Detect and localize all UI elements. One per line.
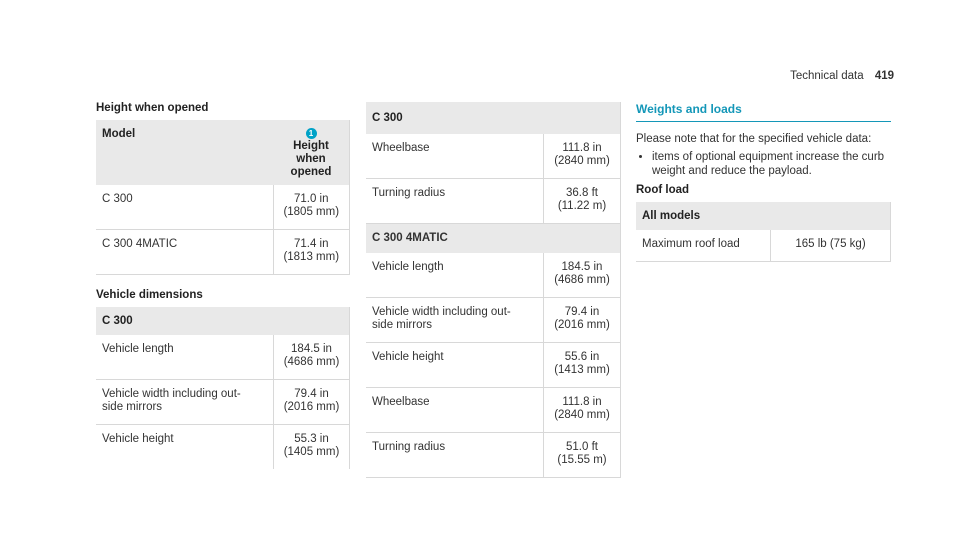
dimension-label: Vehicle length	[366, 253, 544, 298]
height-opened-table-box	[96, 120, 350, 275]
dimension-value: 55.3 in (1405 mm)	[274, 425, 350, 470]
model-cell: C 300 4MATIC	[96, 230, 273, 275]
dimension-value: 184.5 in (4686 mm)	[274, 335, 350, 380]
c300-header: C 300	[366, 102, 620, 134]
weights-intro: Please note that for the specified vehicle data:	[636, 133, 872, 145]
weights-bullets	[636, 150, 891, 178]
middle-table	[366, 102, 620, 478]
dimension-value: 51.0 ft (15.55 m)	[544, 433, 621, 478]
page-number: 419	[874, 70, 894, 82]
section-rule	[636, 121, 891, 122]
col-height-label: Height when opened	[290, 140, 332, 178]
col-model-header: Model	[96, 120, 273, 185]
bullet-item: • items of optional equipment increase the curb weight and reduce the payload.	[652, 150, 891, 178]
height-value: 71.4 in (1813 mm)	[273, 230, 349, 275]
dimension-value: 79.4 in (2016 mm)	[544, 298, 621, 343]
dimension-label: Vehicle height	[366, 343, 544, 388]
c300-header: C 300	[96, 307, 349, 335]
dimension-label: Turning radius	[366, 433, 544, 478]
col-height-header	[273, 120, 349, 185]
dimensions-table	[96, 307, 349, 469]
header-section: Technical data	[790, 70, 864, 82]
dimension-label: Vehicle height	[102, 433, 174, 445]
dimension-value: 36.8 ft (11.22 m)	[544, 179, 621, 224]
all-models-header: All models	[636, 202, 891, 230]
dimension-value: 184.5 in (4686 mm)	[544, 253, 621, 298]
roof-load-table	[636, 202, 891, 262]
dimension-value: 111.8 in (2840 mm)	[544, 134, 621, 179]
column-2	[366, 102, 621, 478]
dimension-label: Turning radius	[366, 179, 544, 224]
roof-load-title: Roof load	[636, 184, 690, 196]
page-header	[790, 70, 894, 82]
dimension-label: Vehicle width including out- side mirrors	[366, 298, 544, 343]
roof-load-label: Maximum roof load	[636, 230, 771, 262]
dimension-value: 111.8 in (2840 mm)	[544, 388, 621, 433]
column-1	[96, 102, 350, 469]
dimension-label: Wheelbase	[366, 388, 544, 433]
height-opened-title: Height when opened	[96, 102, 209, 114]
weights-title: Weights and loads	[636, 102, 742, 116]
dimensions-title: Vehicle dimensions	[96, 289, 203, 301]
dimension-label: Wheelbase	[366, 134, 544, 179]
dimension-value: 55.6 in (1413 mm)	[544, 343, 621, 388]
height-value: 71.0 in (1805 mm)	[273, 185, 349, 230]
dimension-value: 79.4 in (2016 mm)	[274, 380, 350, 425]
callout-badge: 1	[306, 128, 317, 139]
dimension-label: Vehicle width including out- side mirrors	[96, 380, 274, 425]
dimensions-table-box	[96, 307, 350, 469]
c300-4matic-header: C 300 4MATIC	[366, 224, 620, 254]
model-cell: C 300	[96, 185, 273, 230]
dimension-label: Vehicle length	[96, 335, 274, 380]
roof-load-value: 165 lb (75 kg)	[771, 230, 891, 262]
column-3	[636, 102, 891, 262]
height-opened-table	[96, 120, 349, 275]
